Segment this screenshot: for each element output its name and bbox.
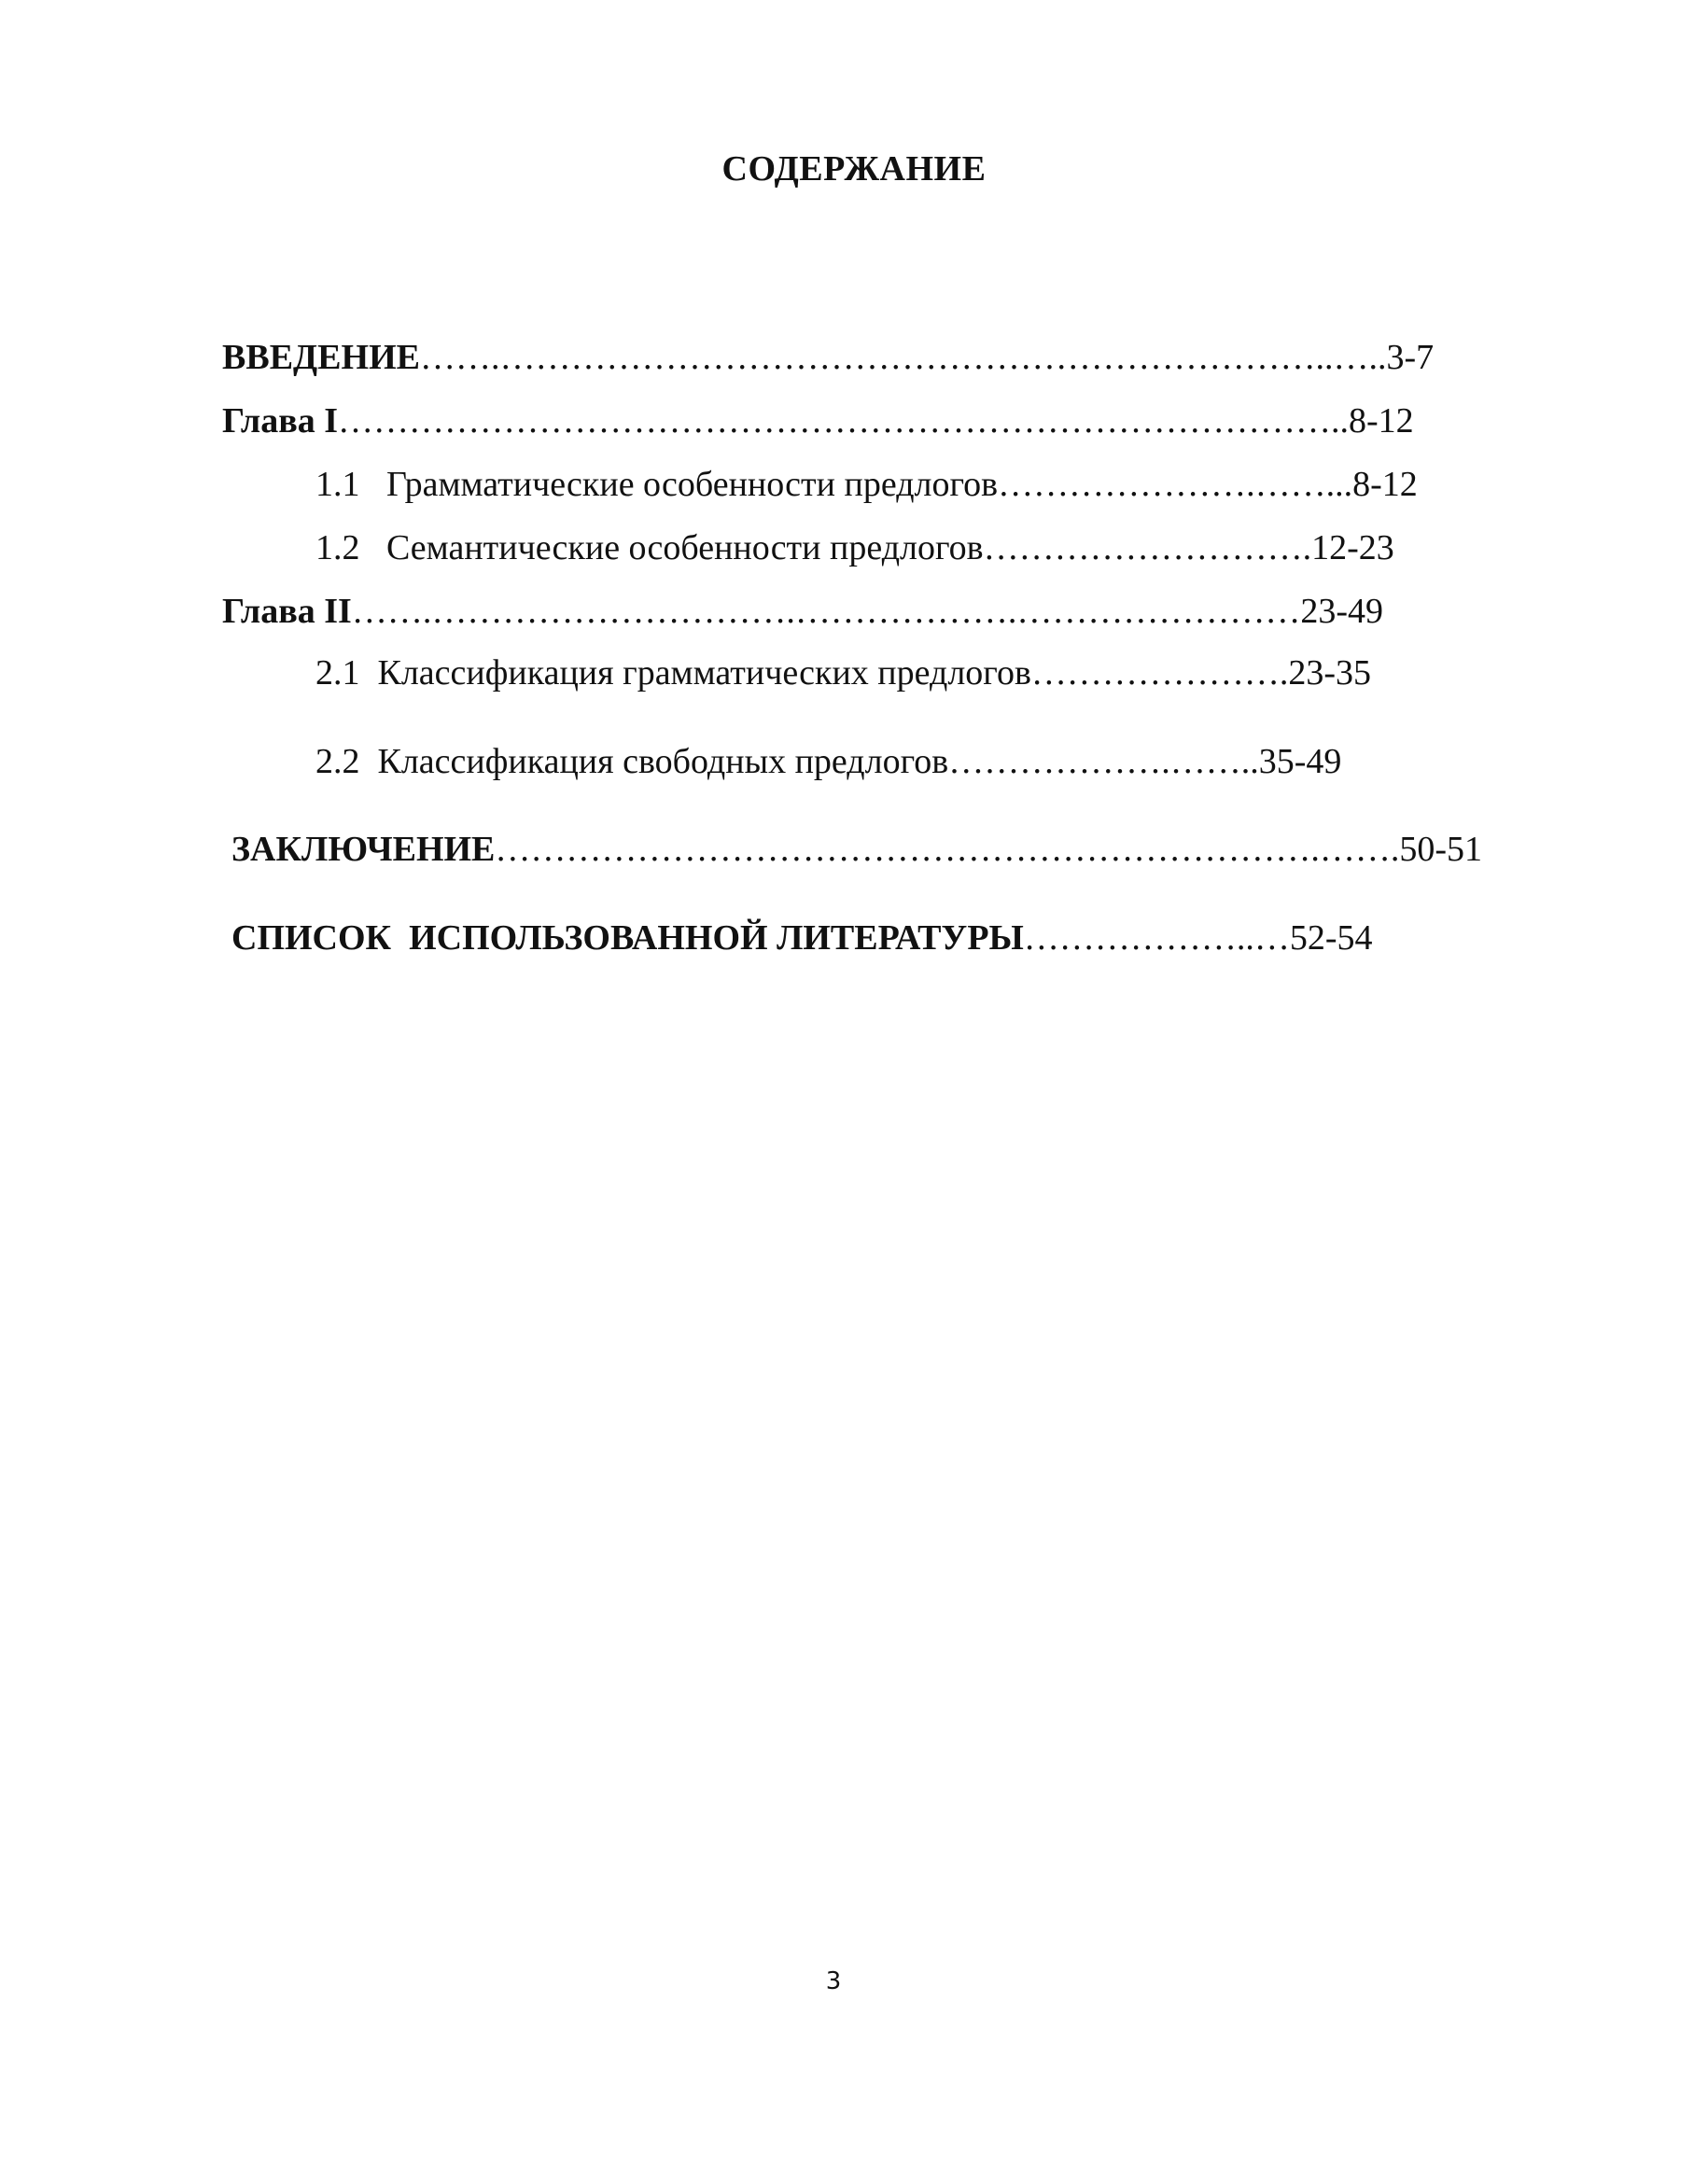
page-title: СОДЕРЖАНИЕ: [721, 149, 987, 189]
toc-dot-leader: …….……………………………………………………………..…..: [420, 338, 1387, 377]
toc-entry-1-2[interactable]: [315, 526, 1435, 569]
toc-dot-leader: …….………………………….……………….……………………: [351, 592, 1301, 631]
toc-entry-label: Глава I: [222, 401, 339, 441]
toc-entry-label: ЗАКЛЮЧЕНИЕ: [231, 830, 496, 869]
toc-dot-leader: ………………….……...: [998, 465, 1353, 504]
toc-entry-literatura[interactable]: [231, 917, 1445, 959]
toc-page-range: 23-35: [1288, 653, 1372, 693]
toc-entry-label: 2.2 Классификация свободных предлогов: [315, 742, 949, 781]
page-number: 3: [825, 1967, 842, 1995]
toc-dot-leader: ………………….: [1030, 653, 1289, 693]
toc-entry-1-1[interactable]: [315, 463, 1417, 506]
toc-page-range: 3-7: [1386, 338, 1435, 377]
toc-entry-2-2[interactable]: [315, 740, 1435, 783]
toc-dot-leader: ……………………….: [983, 528, 1312, 567]
toc-entry-label: ВВЕДЕНИЕ: [222, 338, 420, 377]
toc-page-range: 35-49: [1258, 742, 1342, 781]
toc-entry-label: 2.1 Классификация грамматических предлогов: [315, 653, 1031, 693]
toc-entry-label: СПИСОК ИСПОЛЬЗОВАННОЙ ЛИТЕРАТУРЫ: [231, 918, 1024, 958]
toc-page-range: 12-23: [1311, 528, 1394, 567]
toc-entry-glava-1[interactable]: [222, 399, 1426, 442]
toc-dot-leader: ………………..…: [1023, 918, 1290, 958]
toc-entry-vvedenie[interactable]: [222, 336, 1435, 379]
toc-entry-zakluchenie[interactable]: [231, 828, 1483, 871]
toc-page-range: 8-12: [1349, 401, 1414, 441]
toc-entry-label: Глава II: [222, 592, 352, 631]
toc-page-range: 50-51: [1399, 830, 1483, 869]
toc-entry-label: 1.2 Семантические особенности предлогов: [315, 528, 984, 567]
toc-page-range: 23-49: [1300, 592, 1383, 631]
toc-entry-glava-2[interactable]: [222, 590, 1435, 633]
toc-entry-2-1[interactable]: [315, 651, 1435, 694]
toc-page-range: 8-12: [1352, 465, 1418, 504]
toc-dot-leader: ……………….……..: [948, 742, 1259, 781]
toc-dot-leader: …………………………………………………………….…….: [495, 830, 1400, 869]
toc-dot-leader: …………………………………………………………………………..: [338, 401, 1350, 441]
toc-page-range: 52-54: [1289, 918, 1373, 958]
toc-entry-label: 1.1 Грамматические особенности предлогов: [315, 465, 999, 504]
